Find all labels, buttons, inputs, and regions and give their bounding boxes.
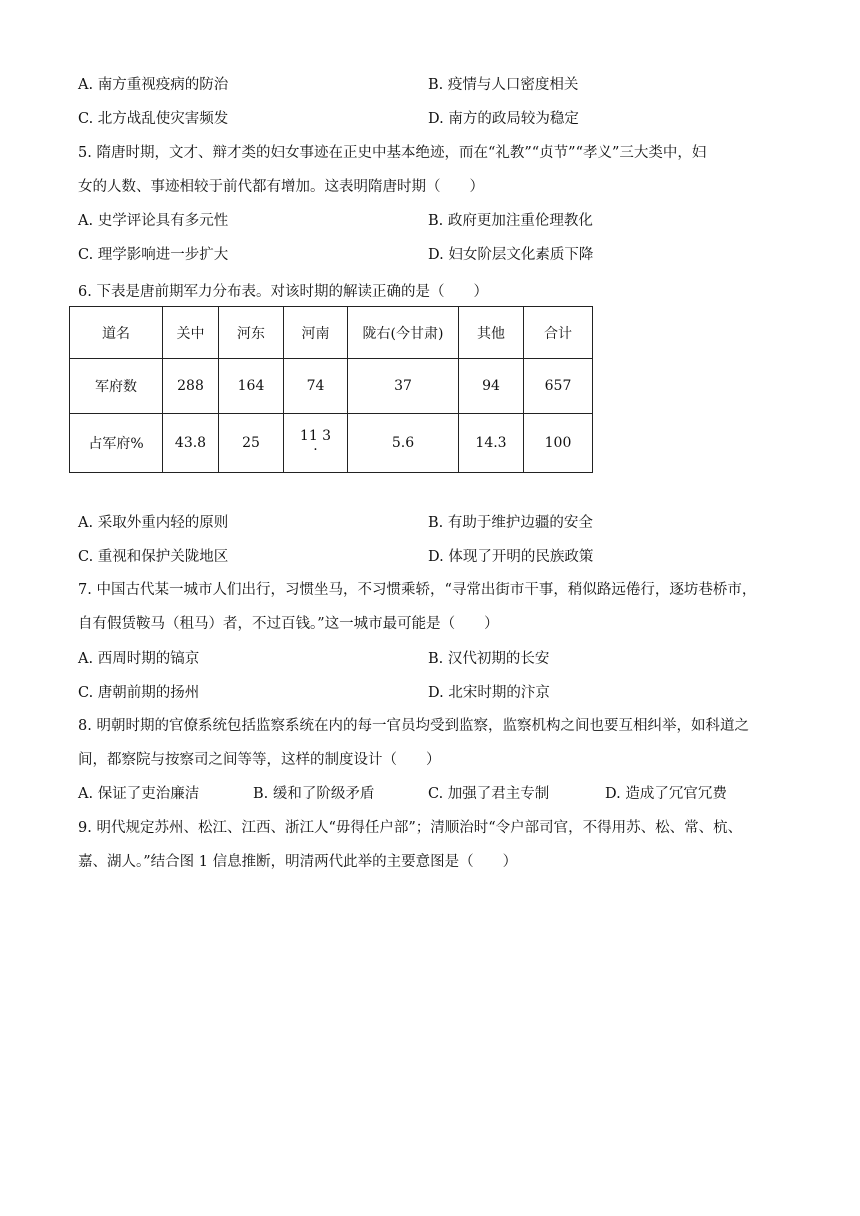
table-header-cell: 道名 xyxy=(70,307,163,359)
q9-stem-line2: 嘉、湖人。”结合图 1 信息推断，明清两代此举的主要意图是（ ） xyxy=(78,854,518,870)
table-row xyxy=(70,414,593,473)
table-cell: 100 xyxy=(524,414,593,473)
military-distribution-table xyxy=(69,306,593,473)
q4-option-d: D. 南方的政局较为稳定 xyxy=(428,111,579,127)
table-cell: 657 xyxy=(524,359,593,414)
q6-stem: 6. 下表是唐前期军力分布表。对该时期的解读正确的是（ ） xyxy=(78,284,488,300)
q4-option-c: C. 北方战乱使灾害频发 xyxy=(78,111,229,127)
table-header-cell: 陇右(今甘肃) xyxy=(348,307,459,359)
q4-option-b: B. 疫情与人口密度相关 xyxy=(428,77,579,93)
q8-option-a: A. 保证了吏治廉洁 xyxy=(78,786,200,802)
table-header-cell: 河东 xyxy=(219,307,284,359)
table-header-cell: 关中 xyxy=(163,307,219,359)
table-cell: 74 xyxy=(284,359,348,414)
q6-option-c: C. 重视和保护关陇地区 xyxy=(78,549,229,565)
q7-option-a: A. 西周时期的镐京 xyxy=(78,651,200,667)
q7-option-c: C. 唐朝前期的扬州 xyxy=(78,685,200,701)
q8-stem-line2: 间，都察院与按察司之间等等，这样的制度设计（ ） xyxy=(78,752,441,768)
table-cell: 94 xyxy=(459,359,524,414)
q6-option-d: D. 体现了开明的民族政策 xyxy=(428,549,594,565)
table-header-cell: 合计 xyxy=(524,307,593,359)
table-cell xyxy=(284,414,348,473)
table-cell: 37 xyxy=(348,359,459,414)
table-cell: 占军府% xyxy=(70,414,163,473)
q8-stem-line1: 8. 明朝时期的官僚系统包括监察系统在内的每一官员均受到监察，监察机构之间也要互相纠举，如科道之 xyxy=(78,718,749,734)
table-cell: 43.8 xyxy=(163,414,219,473)
q5-stem-line1: 5. 隋唐时期，文才、辩才类的妇女事迹在正史中基本绝迹，而在“礼教”“贞节”“孝义”三大类中，妇 xyxy=(78,145,707,161)
q6-option-b: B. 有助于维护边疆的安全 xyxy=(428,515,593,531)
q5-option-c: C. 理学影响进一步扩大 xyxy=(78,247,229,263)
q8-option-d: D. 造成了冗官冗费 xyxy=(605,786,727,802)
table-cell-dot: · xyxy=(313,442,318,458)
q8-option-b: B. 缓和了阶级矛盾 xyxy=(253,786,375,802)
q7-option-d: D. 北宋时期的汴京 xyxy=(428,685,550,701)
q7-stem-line2: 自有假赁鞍马（租马）者，不过百钱。”这一城市最可能是（ ） xyxy=(78,616,499,632)
table-cell: 288 xyxy=(163,359,219,414)
q6-option-a: A. 采取外重内轻的原则 xyxy=(78,515,229,531)
table-cell: 164 xyxy=(219,359,284,414)
q8-option-c: C. 加强了君主专制 xyxy=(428,786,550,802)
table-header-cell: 其他 xyxy=(459,307,524,359)
q5-option-d: D. 妇女阶层文化素质下降 xyxy=(428,247,594,263)
q5-stem-line2: 女的人数、事迹相较于前代都有增加。这表明隋唐时期（ ） xyxy=(78,179,484,195)
q7-option-b: B. 汉代初期的长安 xyxy=(428,651,550,667)
q7-stem-line1: 7. 中国古代某一城市人们出行，习惯坐马，不习惯乘轿，“寻常出街市干事，稍似路远倦行，逐坊巷桥市， xyxy=(78,582,757,598)
table-header-row xyxy=(70,307,593,359)
table-cell: 军府数 xyxy=(70,359,163,414)
q5-option-a: A. 史学评论具有多元性 xyxy=(78,213,229,229)
table-cell-value: 11 3 xyxy=(299,428,332,444)
table-cell: 14.3 xyxy=(459,414,524,473)
q5-option-b: B. 政府更加注重伦理教化 xyxy=(428,213,593,229)
table-row xyxy=(70,359,593,414)
table-cell: 25 xyxy=(219,414,284,473)
table-cell: 5.6 xyxy=(348,414,459,473)
table-header-cell: 河南 xyxy=(284,307,348,359)
q4-option-a: A. 南方重视疫病的防治 xyxy=(78,77,229,93)
q9-stem-line1: 9. 明代规定苏州、松江、江西、浙江人“毋得任户部”；清顺治时“令户部司官，不得用苏、松、常、杭、 xyxy=(78,820,743,836)
